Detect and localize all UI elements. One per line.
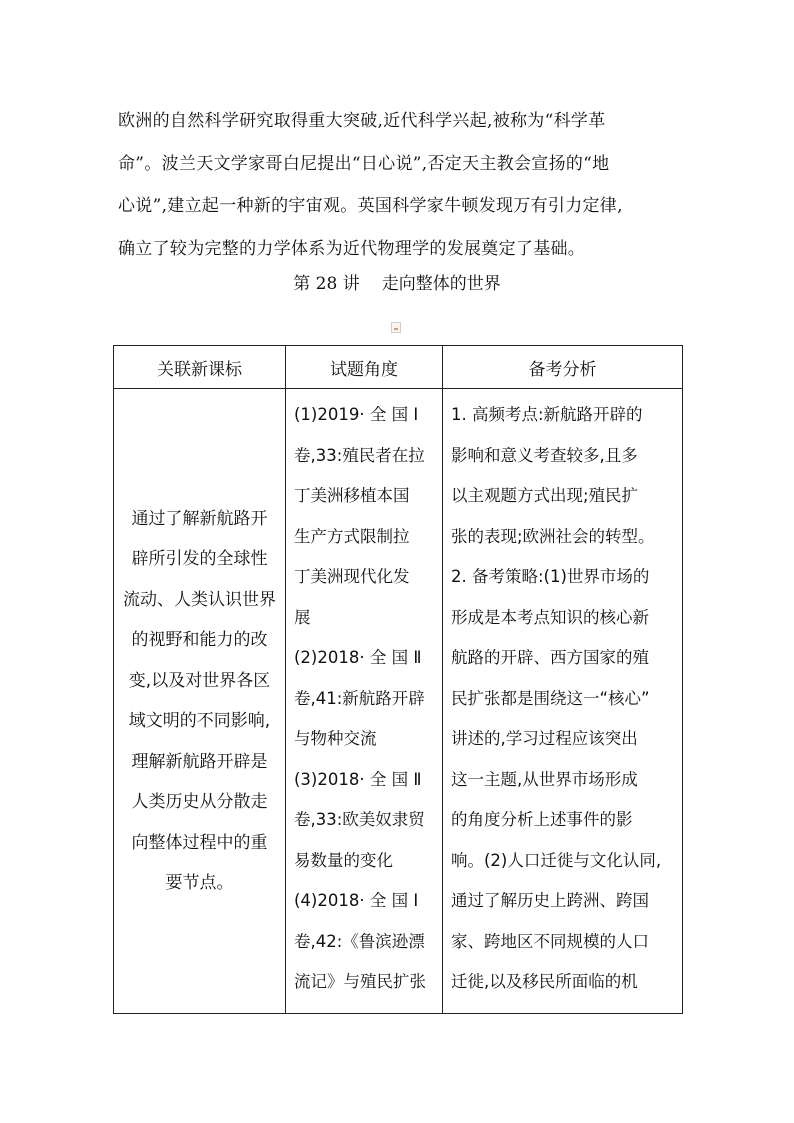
analysis-line: 以主观题方式出现;殖民扩 bbox=[451, 486, 639, 505]
analysis-line: 讲述的,学习过程应该突出 bbox=[451, 729, 638, 748]
header-angle: 试题角度 bbox=[286, 346, 443, 389]
lecture-number: 第 28 讲 bbox=[293, 274, 360, 294]
angle-line: 与物种交流 bbox=[294, 729, 377, 748]
analysis-line: 家、跨地区不同规模的人口 bbox=[451, 931, 649, 951]
standard-line: 理解新航路开辟是 bbox=[131, 751, 268, 772]
standard-line: 流动、人类认识世界 bbox=[123, 589, 276, 610]
standard-cell bbox=[114, 389, 286, 1014]
analysis-line: 航路的开辟、西方国家的殖 bbox=[451, 648, 649, 667]
standard-line: 域文明的不同影响, bbox=[128, 711, 271, 731]
angle-line: 丁美洲现代化发 bbox=[294, 567, 410, 586]
analysis-line: 迁徙,以及移民所面临的机 bbox=[451, 972, 638, 991]
analysis-line: 这一主题,从世界市场形成 bbox=[451, 769, 638, 789]
standard-line: 要节点。 bbox=[165, 873, 234, 893]
table-row bbox=[114, 389, 683, 1014]
angle-line: 易数量的变化 bbox=[294, 850, 393, 870]
intro-line: 确立了较为完整的力学体系为近代物理学的发展奠定了基础。 bbox=[118, 238, 586, 259]
angle-line: (2)2018· 全 国 Ⅱ bbox=[294, 648, 422, 667]
analysis-line: 1. 高频考点:新航路开辟的 bbox=[451, 405, 643, 424]
angle-line: 生产方式限制拉 bbox=[294, 526, 410, 546]
standard-text bbox=[123, 499, 276, 904]
header-standard: 关联新课标 bbox=[114, 346, 286, 389]
analysis-line: 2. 备考策略:(1)世界市场的 bbox=[451, 567, 650, 586]
analysis-line: 张的表现;欧洲社会的转型。 bbox=[451, 526, 655, 546]
angle-line: 卷,41:新航路开辟 bbox=[294, 688, 425, 708]
standard-line: 变,以及对世界各区 bbox=[128, 670, 271, 691]
broken-image-icon bbox=[391, 322, 401, 333]
analysis-line: 影响和意义考查较多,且多 bbox=[451, 445, 638, 465]
angle-line: 流记》与殖民扩张 bbox=[294, 972, 426, 991]
analysis-line: 形成是本考点知识的核心新 bbox=[451, 607, 649, 627]
angle-line: 卷,42:《鲁滨逊漂 bbox=[294, 931, 425, 951]
standard-line: 通过了解新航路开 bbox=[131, 508, 268, 529]
angle-line: (4)2018· 全 国 Ⅰ bbox=[294, 891, 419, 910]
analysis-line: 的角度分析上述事件的影 bbox=[451, 810, 633, 829]
standard-line: 向整体过程中的重 bbox=[131, 832, 268, 853]
analysis-line: 民扩张都是围绕这一“核心” bbox=[451, 688, 650, 708]
intro-paragraph bbox=[118, 100, 684, 270]
angle-line: 卷,33:欧美奴隶贸 bbox=[294, 810, 425, 829]
table-header-row bbox=[114, 346, 683, 389]
angle-cell bbox=[286, 389, 443, 1014]
analysis-line: 通过了解历史上跨洲、跨国 bbox=[451, 891, 649, 910]
angle-line: 丁美洲移植本国 bbox=[294, 486, 410, 505]
standard-line: 人类历史从分散走 bbox=[131, 792, 268, 812]
intro-line: 命”。波兰天文学家哥白尼提出“日心说”,否定天主教会宣扬的“地 bbox=[118, 153, 610, 174]
intro-line: 心说”,建立起一种新的宇宙观。英国科学家牛顿发现万有引力定律, bbox=[118, 196, 623, 216]
lecture-name: 走向整体的世界 bbox=[381, 274, 501, 294]
angle-line: 展 bbox=[294, 607, 311, 627]
angle-line: (1)2019· 全 国 Ⅰ bbox=[294, 405, 419, 424]
intro-line: 欧洲的自然科学研究取得重大突破,近代科学兴起,被称为“科学革 bbox=[118, 111, 606, 131]
standard-line: 辟所引发的全球性 bbox=[131, 549, 268, 569]
angle-line: (3)2018· 全 国 Ⅱ bbox=[294, 769, 422, 789]
lecture-title bbox=[0, 270, 794, 298]
standard-line: 的视野和能力的改 bbox=[131, 630, 268, 650]
angle-line: 卷,33:殖民者在拉 bbox=[294, 445, 425, 465]
analysis-cell bbox=[443, 389, 683, 1014]
header-analysis: 备考分析 bbox=[443, 346, 683, 389]
curriculum-table bbox=[113, 345, 683, 1014]
analysis-line: 响。(2)人口迁徙与文化认同, bbox=[451, 850, 662, 870]
